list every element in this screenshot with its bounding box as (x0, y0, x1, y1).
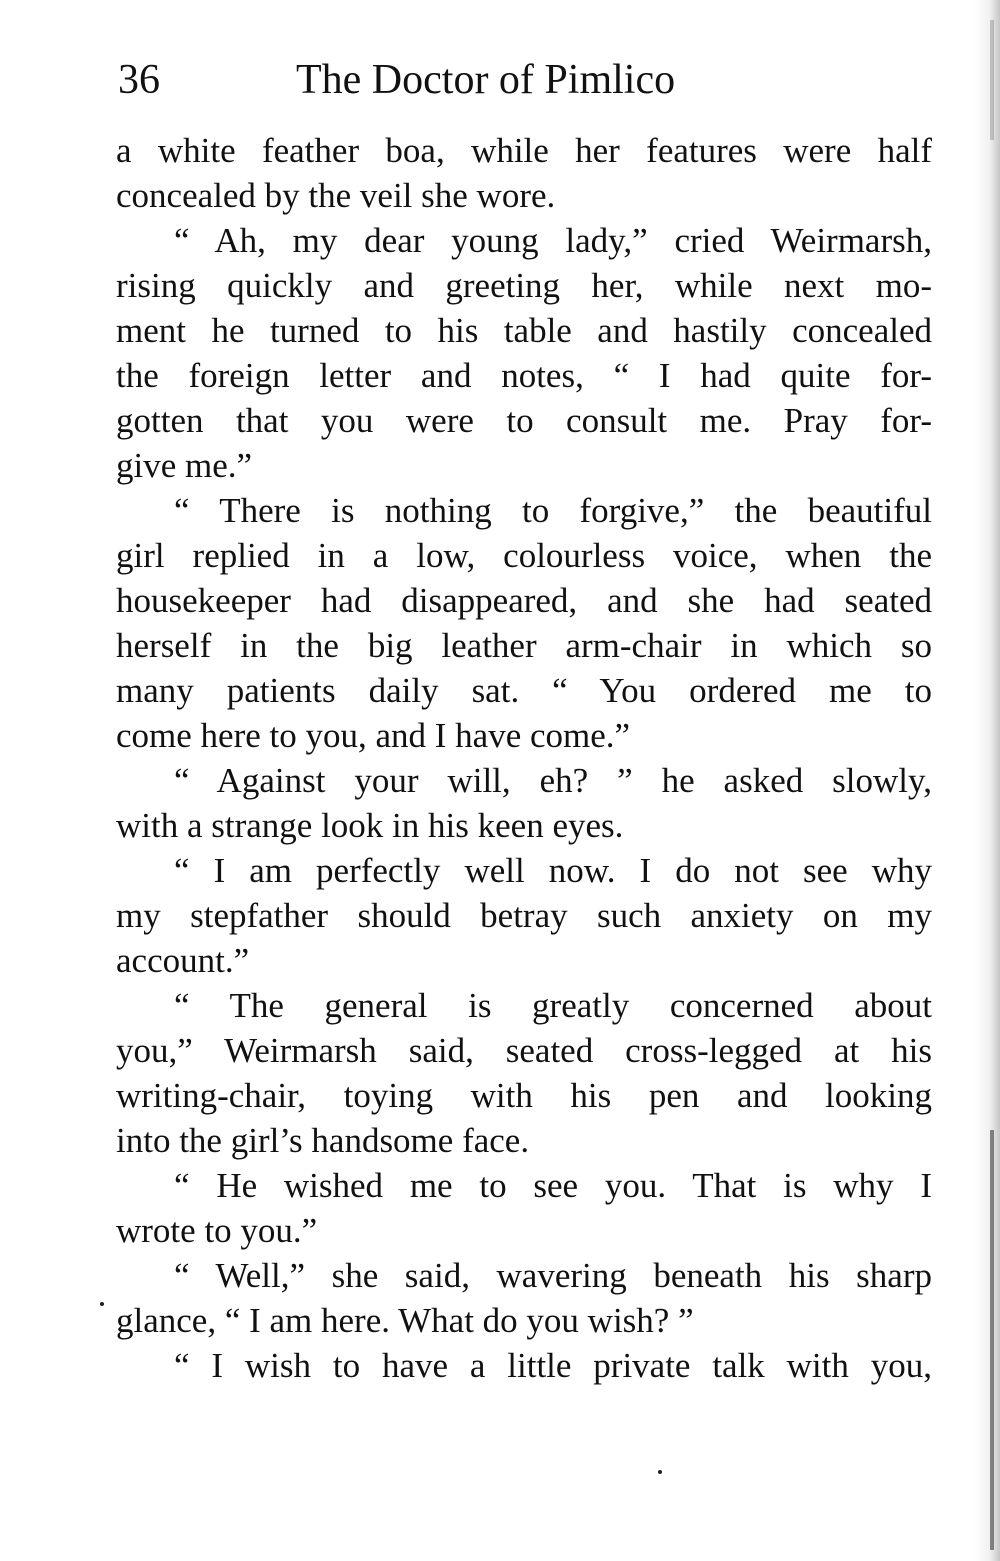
text-line: give me.” (116, 446, 253, 485)
running-title: The Doctor of Pimlico (296, 57, 676, 103)
text-line: writing-chair, toying with his pen and looking (116, 1076, 932, 1115)
text-line: “ Well,” she said, wavering beneath his sharp (174, 1256, 932, 1295)
text-line: “ Ah, my dear young lady,” cried Weirmarsh, (174, 221, 932, 260)
text-line: “ Against your will, eh? ” he asked slowly, (174, 761, 932, 800)
body-text (116, 128, 932, 1408)
text-line: ment he turned to his table and hastily concealed (116, 311, 932, 350)
text-line: “ He wished me to see you. That is why I (174, 1166, 932, 1205)
text-line: herself in the big leather arm-chair in which so (116, 626, 932, 665)
text-line: “ There is nothing to forgive,” the beautiful (174, 491, 932, 530)
page-edge-mark (990, 1130, 994, 1550)
running-head (118, 50, 818, 110)
text-line: a white feather boa, while her features were half (116, 131, 932, 170)
text-line: into the girl’s handsome face. (116, 1121, 530, 1160)
page-number: 36 (118, 57, 160, 103)
page-edge-shadow (974, 0, 1000, 1561)
ink-speck (658, 1470, 662, 1474)
text-line: girl replied in a low, colourless voice, when the (116, 536, 932, 575)
text-line: concealed by the veil she wore. (116, 176, 556, 215)
text-line: “ I am perfectly well now. I do not see why (174, 851, 932, 890)
text-line: the foreign letter and notes, “ I had quite for- (116, 356, 932, 395)
ink-speck (100, 1302, 104, 1306)
text-line: glance, “ I am here. What do you wish? ” (116, 1301, 694, 1340)
text-line: “ I wish to have a little private talk with you, (174, 1346, 932, 1385)
page-edge-mark (990, 20, 994, 140)
text-line: you,” Weirmarsh said, seated cross-legged at his (116, 1031, 932, 1070)
text-line: gotten that you were to consult me. Pray for- (116, 401, 932, 440)
text-line: account.” (116, 941, 250, 980)
text-line: come here to you, and I have come.” (116, 716, 631, 755)
text-line: rising quickly and greeting her, while next mo- (116, 266, 932, 305)
text-line: many patients daily sat. “ You ordered me to (116, 671, 932, 710)
text-line: with a strange look in his keen eyes. (116, 806, 624, 845)
text-line: wrote to you.” (116, 1211, 318, 1250)
text-line: my stepfather should betray such anxiety on my (116, 896, 932, 935)
text-line: housekeeper had disappeared, and she had seated (116, 581, 932, 620)
text-line: “ The general is greatly concerned about (174, 986, 932, 1025)
